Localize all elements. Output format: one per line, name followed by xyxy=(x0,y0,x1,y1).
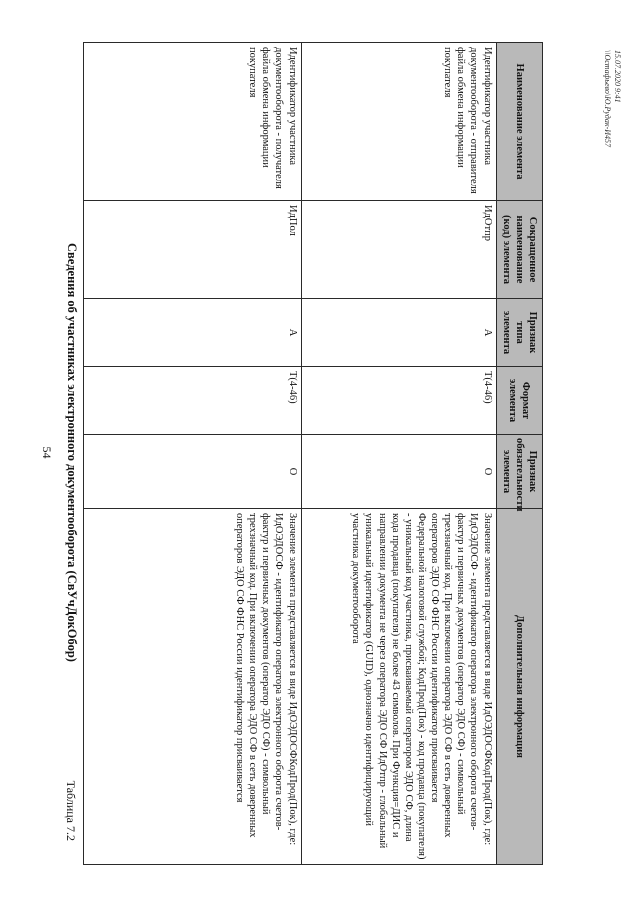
table-header-row xyxy=(496,43,542,865)
col-header-format: Формат элемента xyxy=(496,367,542,435)
cell-info: Значение элемента представляется в виде ИдОЭДОСФКодПрод(Пок), где: ИдОЭДОСФ - идентификатор оператора электронного оборота счетов-фактур и первичных документов (оператор ЭДО СФ) - символьный трехзначный код. При включении оператора ЭДО СФ в сеть доверенных операторов ЭДО СФ ФНС России идентификатор присваивается Федеральной налоговой службой; КодПрод(Пок) - код продавца (покупателя) - уникальный код участника, присваиваемый оператором ЭДО СФ, длина кода продавца (покупателя) не более 43 символов. При Функция=ДИС и направлении документа не через оператора ЭДО СФ ИдОтпр - глобальный уникальный идентификатор (GUID), однозначно идентифицирующий участника документооборота xyxy=(301,509,496,865)
table-caption: Сведения об участниках электронного документооборота (СвУчДокОбор) xyxy=(65,243,79,662)
cell-name: Идентификатор участника документооборота - отправителя файла обмена информации покупателя xyxy=(301,43,496,201)
cell-format: Т(4-46) xyxy=(84,367,302,435)
col-header-required: Признак обязательности элемента xyxy=(496,435,542,509)
cell-type: А xyxy=(301,299,496,367)
stamp-path: \\Остафьево\Ю.Рудак-И457 xyxy=(603,50,613,148)
elements-table xyxy=(83,42,543,865)
cell-code: ИдОтпр xyxy=(301,201,496,299)
col-header-code: Сокращенное наименование (код) элемента xyxy=(496,201,542,299)
cell-code: ИдПол xyxy=(84,201,302,299)
cell-required: О xyxy=(301,435,496,509)
col-header-info: Дополнительная информация xyxy=(496,509,542,865)
page-number: 54 xyxy=(40,446,54,459)
table-row xyxy=(84,43,302,865)
col-header-type: Признак типа элемента xyxy=(496,299,542,367)
col-header-name: Наименование элемента xyxy=(496,43,542,201)
cell-type: А xyxy=(84,299,302,367)
table-row xyxy=(301,43,496,865)
cell-name: Идентификатор участника документооборота - получателя файла обмена информации покупателя xyxy=(84,43,302,201)
cell-format: Т(4-46) xyxy=(301,367,496,435)
cell-info: Значение элемента представляется в виде ИдОЭДОСФКодПрод(Пок), где: ИдОЭДОСФ - идентификатор оператора электронного оборота счетов-фактур и первичных документов (оператор ЭДО СФ) - символьный трехзначный код. При включении оператора ЭДО СФ в сеть доверенных операторов ЭДО СФ ФНС России идентификатор присваивается xyxy=(84,509,302,865)
stamp-date: 15.07.2020 9:41 xyxy=(613,50,622,103)
table-label: Таблица 7.2 xyxy=(64,780,78,841)
print-stamp xyxy=(603,50,622,147)
cell-required: О xyxy=(84,435,302,509)
